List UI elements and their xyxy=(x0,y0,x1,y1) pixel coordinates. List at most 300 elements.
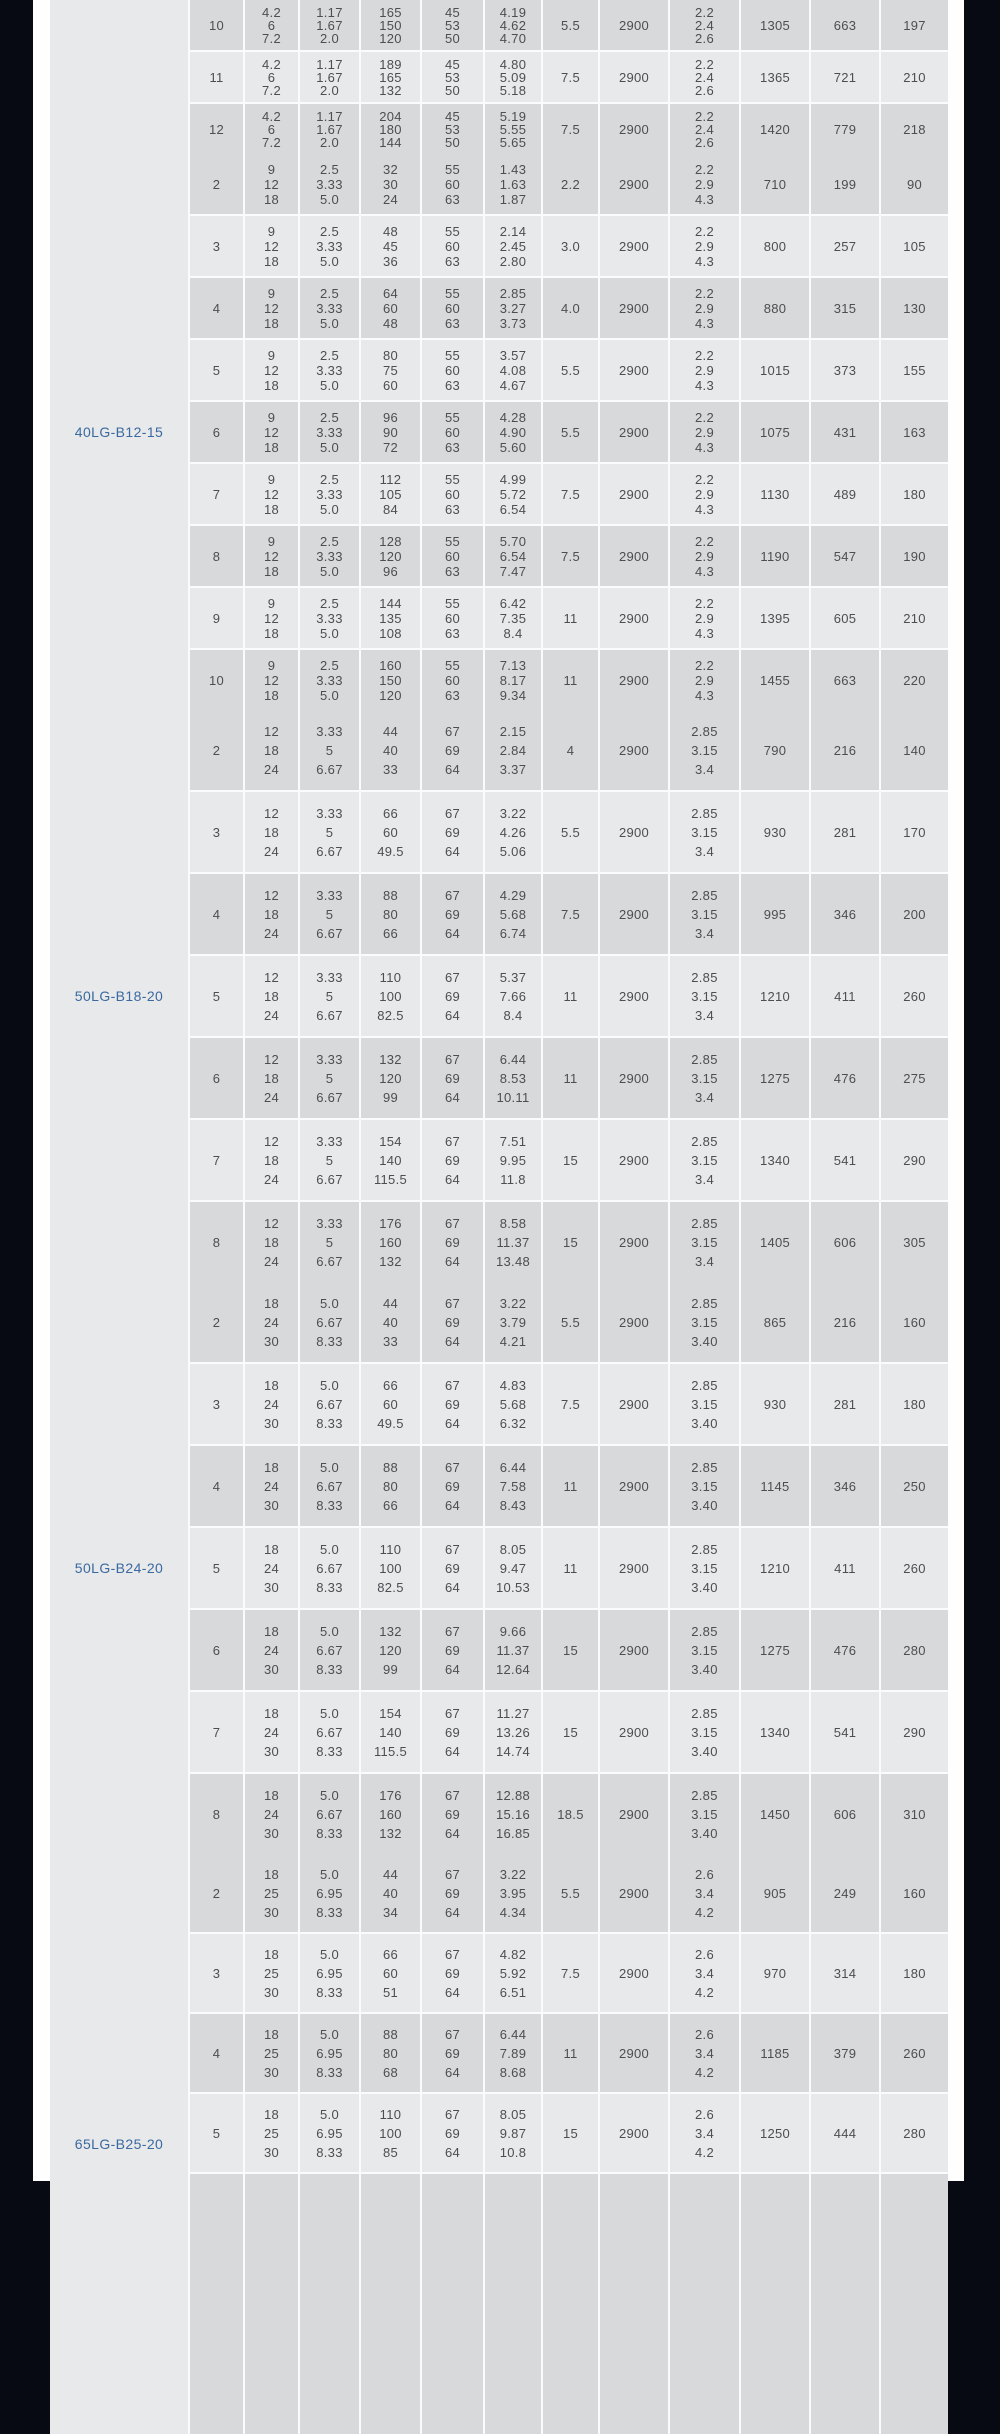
table-cell xyxy=(245,1854,298,1932)
cell-value: 160 xyxy=(379,657,402,673)
cell-value: 5.06 xyxy=(499,843,527,859)
cell-value: 67 xyxy=(444,2106,461,2122)
cell-value: 2.6 xyxy=(695,30,714,46)
cell-value: 18 xyxy=(263,988,280,1004)
table-cell xyxy=(881,1934,948,2012)
cell-value: 36 xyxy=(382,253,399,269)
table-cell xyxy=(670,464,739,524)
cell-value: 40 xyxy=(382,1314,399,1330)
cell-value: 260 xyxy=(903,988,926,1004)
cell-value: 24 xyxy=(263,1253,280,1269)
cell-value: 82.5 xyxy=(377,1579,404,1595)
cell-value: 67 xyxy=(444,1623,461,1639)
cell-value: 2.2 xyxy=(695,471,714,487)
cell-value: 60 xyxy=(382,1396,399,1412)
table-cell xyxy=(811,278,879,338)
cell-value: 2.5 xyxy=(320,533,339,549)
cell-value: 60 xyxy=(382,1965,399,1981)
cell-value: 3.33 xyxy=(316,362,343,378)
cell-value: 779 xyxy=(833,121,857,137)
cell-value: 11.27 xyxy=(496,1705,530,1721)
table-cell xyxy=(600,1282,668,1362)
table-cell xyxy=(600,1364,668,1444)
table-cell xyxy=(300,1364,359,1444)
cell-value: 6.67 xyxy=(316,761,343,777)
table-cell xyxy=(361,1120,420,1200)
cell-value: 2900 xyxy=(618,2125,650,2141)
cell-value: 69 xyxy=(444,1642,461,1658)
cell-value: 66 xyxy=(382,1946,399,1962)
cell-value: 2.2 xyxy=(695,161,714,177)
cell-value: 33 xyxy=(382,761,399,777)
cell-value: 2.2 xyxy=(695,595,714,611)
table-cell xyxy=(881,2094,948,2172)
cell-value: 12 xyxy=(263,176,280,192)
cell-value: 2900 xyxy=(618,69,650,85)
group-rows xyxy=(190,154,948,710)
cell-value: 1015 xyxy=(759,362,791,378)
table-row xyxy=(190,2094,948,2172)
cell-value: 2900 xyxy=(618,362,650,378)
stage-cell xyxy=(190,588,243,648)
cell-value: 11.8 xyxy=(500,1171,526,1187)
table-cell xyxy=(543,464,598,524)
table-cell xyxy=(741,1610,809,1690)
cell-value: 12.64 xyxy=(495,1661,531,1677)
cell-value: 216 xyxy=(833,742,857,758)
cell-value: 220 xyxy=(903,672,926,688)
cell-value: 45 xyxy=(444,56,461,72)
cell-value: 5.65 xyxy=(499,134,527,150)
table-cell xyxy=(881,2174,948,2434)
table-cell xyxy=(422,154,483,214)
cell-value: 67 xyxy=(444,1295,461,1311)
cell-value: 44 xyxy=(382,1866,399,1882)
table-cell xyxy=(741,464,809,524)
cell-value: 15.16 xyxy=(495,1806,531,1822)
table-cell xyxy=(881,464,948,524)
table-cell xyxy=(361,1202,420,1282)
table-cell xyxy=(600,1038,668,1118)
cell-value: 3.33 xyxy=(316,969,343,985)
table-cell xyxy=(600,154,668,214)
cell-value: 930 xyxy=(763,824,787,840)
cell-value: 25 xyxy=(263,2045,280,2061)
cell-value: 2.85 xyxy=(691,1541,718,1557)
cell-value: 105 xyxy=(379,486,402,502)
cell-value: 69 xyxy=(444,1724,461,1740)
cell-value: 7.2 xyxy=(262,82,281,98)
cell-value: 4.3 xyxy=(695,625,714,641)
cell-value: 6.32 xyxy=(499,1415,527,1431)
table-cell xyxy=(422,1854,483,1932)
stage-cell xyxy=(190,956,243,1036)
cell-value: 55 xyxy=(444,409,461,425)
cell-value: 6.67 xyxy=(316,925,343,941)
table-cell xyxy=(881,1202,948,1282)
cell-value: 2.2 xyxy=(695,285,714,301)
table-cell xyxy=(422,1202,483,1282)
cell-value: 7.35 xyxy=(499,610,527,626)
stage-cell xyxy=(190,2014,243,2092)
cell-value: 10.11 xyxy=(496,1089,530,1105)
cell-value: 144 xyxy=(379,595,402,611)
cell-value: 2.2 xyxy=(561,176,580,192)
cell-value: 24 xyxy=(263,761,280,777)
cell-value: 4.3 xyxy=(695,253,714,269)
cell-value: 7.5 xyxy=(561,1396,580,1412)
cell-value: 7 xyxy=(212,1152,221,1168)
table-cell xyxy=(245,792,298,872)
cell-value: 12 xyxy=(263,362,280,378)
cell-value: 5.92 xyxy=(499,1965,527,1981)
table-cell xyxy=(670,216,739,276)
page-background xyxy=(33,0,964,2181)
cell-value: 49.5 xyxy=(377,843,404,859)
cell-value: 18 xyxy=(263,1541,280,1557)
table-cell xyxy=(422,2014,483,2092)
cell-value: 260 xyxy=(903,2045,926,2061)
table-cell xyxy=(300,1282,359,1362)
table-cell xyxy=(361,2174,420,2434)
cell-value: 4.2 xyxy=(695,2144,714,2160)
table-cell xyxy=(485,154,541,214)
cell-value: 315 xyxy=(833,300,857,316)
cell-value: 1340 xyxy=(759,1724,791,1740)
table-cell xyxy=(881,1774,948,1854)
table-cell xyxy=(361,1934,420,2012)
table-cell xyxy=(600,1446,668,1526)
cell-value: 2.9 xyxy=(695,672,714,688)
cell-value: 120 xyxy=(379,548,402,564)
cell-value: 69 xyxy=(444,1478,461,1494)
cell-value: 67 xyxy=(444,1787,461,1803)
cell-value: 34 xyxy=(382,1904,399,1920)
cell-value: 3 xyxy=(212,1396,221,1412)
cell-value: 9.87 xyxy=(499,2125,527,2141)
table-cell xyxy=(300,216,359,276)
cell-value: 8.33 xyxy=(316,2144,343,2160)
stage-cell xyxy=(190,2174,243,2434)
cell-value: 3.15 xyxy=(691,742,718,758)
stage-cell xyxy=(190,1120,243,1200)
cell-value: 2.85 xyxy=(691,1623,718,1639)
stage-cell xyxy=(190,1446,243,1526)
table-cell xyxy=(300,874,359,954)
table-cell xyxy=(670,710,739,790)
cell-value: 2.85 xyxy=(691,805,718,821)
table-cell xyxy=(300,278,359,338)
cell-value: 5.18 xyxy=(499,82,527,98)
cell-value: 10.8 xyxy=(499,2144,527,2160)
table-cell xyxy=(300,1692,359,1772)
cell-value: 3.15 xyxy=(691,1724,718,1740)
table-cell xyxy=(245,1934,298,2012)
cell-value: 7.13 xyxy=(499,657,527,673)
table-cell xyxy=(741,1854,809,1932)
table-cell xyxy=(245,216,298,276)
cell-value: 3.33 xyxy=(316,238,343,254)
cell-value: 18 xyxy=(263,1070,280,1086)
cell-value: 18 xyxy=(263,2026,280,2042)
cell-value: 9.66 xyxy=(499,1623,527,1639)
table-cell xyxy=(881,1854,948,1932)
model-label: 50LG-B18-20 xyxy=(50,710,188,1282)
group-rows xyxy=(190,0,948,154)
cell-value: 3.4 xyxy=(695,925,714,941)
table-cell xyxy=(245,1446,298,1526)
cell-value: 1.63 xyxy=(499,176,527,192)
cell-value: 8.33 xyxy=(316,1904,343,1920)
table-row xyxy=(190,1282,948,1362)
table-cell xyxy=(245,52,298,102)
cell-value: 9.47 xyxy=(499,1560,527,1576)
group-rows xyxy=(190,1282,948,1854)
cell-value: 444 xyxy=(833,2125,857,2141)
cell-value: 2 xyxy=(212,1314,221,1330)
cell-value: 5.0 xyxy=(320,2026,339,2042)
table-cell xyxy=(543,1854,598,1932)
table-cell xyxy=(811,402,879,462)
table-cell xyxy=(600,278,668,338)
cell-value: 2.80 xyxy=(499,253,527,269)
table-cell xyxy=(881,1364,948,1444)
cell-value: 2.9 xyxy=(695,610,714,626)
cell-value: 115.5 xyxy=(373,1743,408,1759)
table-cell xyxy=(422,588,483,648)
table-cell xyxy=(485,1528,541,1608)
cell-value: 51 xyxy=(382,1984,399,2000)
table-cell xyxy=(485,0,541,50)
table-cell xyxy=(600,52,668,102)
cell-value: 6.67 xyxy=(316,1007,343,1023)
table-cell xyxy=(485,1774,541,1854)
cell-value: 11 xyxy=(563,672,578,688)
table-cell xyxy=(600,1610,668,1690)
cell-value: 63 xyxy=(444,563,461,579)
cell-value: 67 xyxy=(444,1459,461,1475)
cell-value: 3.15 xyxy=(691,1642,718,1658)
table-cell xyxy=(300,52,359,102)
table-cell xyxy=(485,1202,541,1282)
cell-value: 6 xyxy=(212,424,221,440)
cell-value: 6.95 xyxy=(316,2045,343,2061)
table-cell xyxy=(670,650,739,710)
cell-value: 6.54 xyxy=(499,501,527,517)
stage-cell xyxy=(190,792,243,872)
cell-value: 2.2 xyxy=(695,223,714,239)
cell-value: 4.90 xyxy=(499,424,527,440)
cell-value: 50 xyxy=(444,82,461,98)
table-cell xyxy=(600,2014,668,2092)
cell-value: 11.37 xyxy=(496,1234,530,1250)
cell-value: 3.15 xyxy=(691,824,718,840)
cell-value: 67 xyxy=(444,1051,461,1067)
cell-value: 5.09 xyxy=(499,69,527,85)
cell-value: 64 xyxy=(444,1984,461,2000)
cell-value: 290 xyxy=(903,1724,926,1740)
cell-value: 4.2 xyxy=(695,1984,714,2000)
table-row xyxy=(190,2014,948,2092)
cell-value: 9 xyxy=(267,595,276,611)
cell-value: 12 xyxy=(263,486,280,502)
cell-value: 5.0 xyxy=(320,1541,339,1557)
table-group xyxy=(50,710,948,1282)
cell-value: 9 xyxy=(212,610,221,626)
group-rows xyxy=(190,1854,948,2434)
table-cell xyxy=(485,340,541,400)
cell-value: 18.5 xyxy=(557,1806,584,1822)
cell-value: 120 xyxy=(379,1070,402,1086)
group-rows xyxy=(190,710,948,1282)
table-cell xyxy=(881,2014,948,2092)
table-cell xyxy=(485,874,541,954)
cell-value: 2 xyxy=(212,1885,221,1901)
table-cell xyxy=(300,154,359,214)
cell-value: 67 xyxy=(444,1133,461,1149)
cell-value: 8.33 xyxy=(316,1661,343,1677)
table-cell xyxy=(361,710,420,790)
cell-value: 60 xyxy=(444,610,461,626)
cell-value: 2.85 xyxy=(691,887,718,903)
cell-value: 96 xyxy=(382,409,399,425)
table-cell xyxy=(670,2174,739,2434)
cell-value: 5.0 xyxy=(320,1946,339,1962)
cell-value: 60 xyxy=(444,300,461,316)
table-cell xyxy=(811,874,879,954)
cell-value: 8.33 xyxy=(316,1333,343,1349)
table-cell xyxy=(600,956,668,1036)
table-cell xyxy=(881,1282,948,1362)
table-row xyxy=(190,154,948,214)
cell-value: 995 xyxy=(763,906,787,922)
cell-value: 2.6 xyxy=(695,134,714,150)
cell-value: 2900 xyxy=(618,486,650,502)
table-cell xyxy=(422,2174,483,2434)
table-cell xyxy=(485,1854,541,1932)
cell-value: 5.0 xyxy=(320,191,339,207)
cell-value: 5.5 xyxy=(561,17,580,33)
cell-value: 60 xyxy=(382,824,399,840)
cell-value: 150 xyxy=(379,17,402,33)
table-cell xyxy=(670,278,739,338)
cell-value: 5.0 xyxy=(320,1705,339,1721)
stage-cell xyxy=(190,278,243,338)
table-cell xyxy=(361,2014,420,2092)
table-cell xyxy=(422,1692,483,1772)
cell-value: 346 xyxy=(833,1478,857,1494)
cell-value: 1185 xyxy=(760,2045,790,2061)
cell-value: 7.58 xyxy=(499,1478,527,1494)
cell-value: 6.54 xyxy=(499,548,527,564)
cell-value: 64 xyxy=(444,1497,461,1513)
cell-value: 5.5 xyxy=(561,1885,580,1901)
table-cell xyxy=(811,2094,879,2172)
cell-value: 120 xyxy=(379,687,402,703)
cell-value: 281 xyxy=(833,824,857,840)
table-cell xyxy=(485,1120,541,1200)
cell-value: 67 xyxy=(444,887,461,903)
table-cell xyxy=(741,1038,809,1118)
table-cell xyxy=(245,278,298,338)
table-cell xyxy=(600,1774,668,1854)
table-cell xyxy=(300,1202,359,1282)
cell-value: 16.85 xyxy=(495,1825,531,1841)
table-cell xyxy=(811,710,879,790)
table-row xyxy=(190,1854,948,1932)
model-label: 40LG-B12-15 xyxy=(50,154,188,710)
cell-value: 2.0 xyxy=(320,30,339,46)
cell-value: 2.5 xyxy=(320,657,339,673)
cell-value: 18 xyxy=(263,625,280,641)
cell-value: 1145 xyxy=(760,1478,790,1494)
table-cell xyxy=(361,52,420,102)
table-cell xyxy=(361,402,420,462)
stage-cell xyxy=(190,1202,243,1282)
cell-value: 13.26 xyxy=(495,1724,531,1740)
cell-value: 45 xyxy=(444,4,461,20)
cell-value: 10 xyxy=(208,17,225,33)
cell-value: 3.4 xyxy=(695,843,714,859)
cell-value: 8.33 xyxy=(316,1579,343,1595)
cell-value: 64 xyxy=(444,1333,461,1349)
cell-value: 605 xyxy=(833,610,857,626)
cell-value: 112 xyxy=(379,471,402,487)
table-cell xyxy=(600,402,668,462)
table-cell xyxy=(741,278,809,338)
cell-value: 64 xyxy=(444,2064,461,2080)
table-cell xyxy=(300,1774,359,1854)
table-cell xyxy=(811,1038,879,1118)
stage-cell xyxy=(190,1692,243,1772)
cell-value: 69 xyxy=(444,1070,461,1086)
table-cell xyxy=(422,710,483,790)
table-cell xyxy=(543,278,598,338)
table-cell xyxy=(811,1446,879,1526)
table-cell xyxy=(881,340,948,400)
cell-value: 2.9 xyxy=(695,548,714,564)
table-cell xyxy=(881,402,948,462)
table-cell xyxy=(741,1364,809,1444)
cell-value: 5.55 xyxy=(499,121,527,137)
cell-value: 44 xyxy=(382,723,399,739)
cell-value: 9 xyxy=(267,471,276,487)
table-cell xyxy=(811,1528,879,1608)
cell-value: 4.3 xyxy=(695,501,714,517)
cell-value: 1.87 xyxy=(499,191,527,207)
cell-value: 4.34 xyxy=(499,1904,527,1920)
cell-value: 218 xyxy=(903,121,926,137)
cell-value: 6.95 xyxy=(316,1965,343,1981)
table-cell xyxy=(485,1446,541,1526)
cell-value: 30 xyxy=(263,1579,280,1595)
table-cell xyxy=(600,216,668,276)
table-cell xyxy=(543,0,598,50)
cell-value: 2.9 xyxy=(695,176,714,192)
table-cell xyxy=(741,1774,809,1854)
cell-value: 69 xyxy=(444,824,461,840)
cell-value: 66 xyxy=(382,1377,399,1393)
cell-value: 1210 xyxy=(759,988,791,1004)
table-group xyxy=(50,154,948,710)
cell-value: 1.17 xyxy=(316,108,343,124)
cell-value: 2900 xyxy=(618,2045,650,2061)
table-cell xyxy=(245,1610,298,1690)
cell-value: 710 xyxy=(763,176,787,192)
cell-value: 60 xyxy=(382,300,399,316)
table-cell xyxy=(600,526,668,586)
table-cell xyxy=(670,1774,739,1854)
